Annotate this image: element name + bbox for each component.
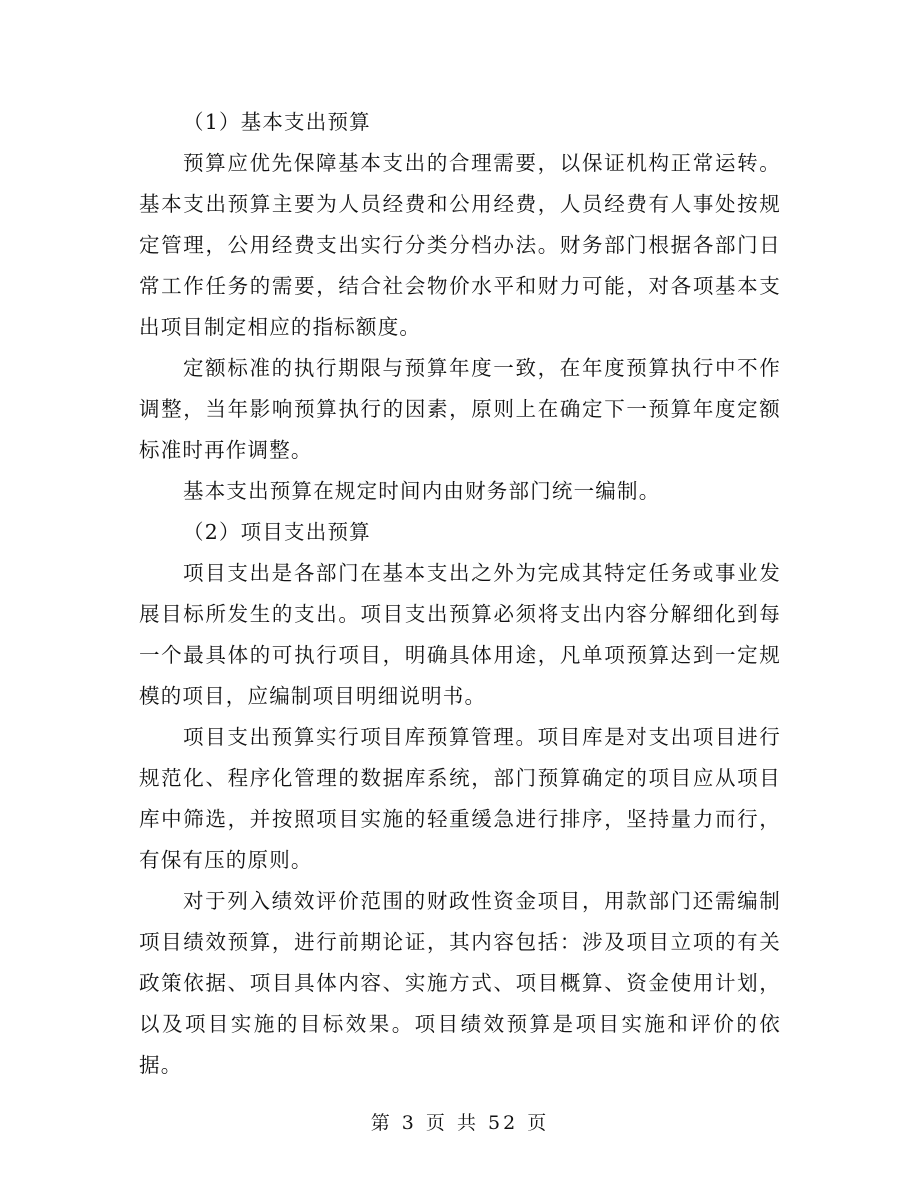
paragraph-performance-budget: 对于列入绩效评价范围的财政性资金项目，用款部门还需编制项目绩效预算，进行前期论证，其内容包括：涉及项目立项的有关政策依据、项目具体内容、实施方式、项目概算、资金使用计划，以及项目实施的目标效果。项目绩效预算是项目实施和评价的依据。 xyxy=(139,889,781,1077)
paragraph-basic-compilation: 基本支出预算在规定时间内由财务部门统一编制。 xyxy=(183,479,661,503)
paragraph-project-library: 项目支出预算实行项目库预算管理。项目库是对支出项目进行规范化、程序化管理的数据库系统，部门预算确定的项目应从项目库中筛选，并按照项目实施的轻重缓急进行排序，坚持量力而行，有保有压的原则。 xyxy=(139,725,781,872)
paragraph-quota-standard: 定额标准的执行期限与预算年度一致，在年度预算执行中不作调整，当年影响预算执行的因素，原则上在确定下一预算年度定额标准时再作调整。 xyxy=(139,356,781,462)
paragraph-basic-priority: 预算应优先保障基本支出的合理需要，以保证机构正常运转。基本支出预算主要为人员经费和公用经费，人员经费有人事处按规定管理，公用经费支出实行分类分档办法。财务部门根据各部门日常工作任务的需要，结合社会物价水平和财力可能，对各项基本支出项目制定相应的指标额度。 xyxy=(139,151,781,339)
section-heading-project-expenditure: （2）项目支出预算 xyxy=(183,520,371,544)
paragraph-project-definition: 项目支出是各部门在基本支出之外为完成其特定任务或事业发展目标所发生的支出。项目支出预算必须将支出内容分解细化到每一个最具体的可执行项目，明确具体用途，凡单项预算达到一定规模的项目，应编制项目明细说明书。 xyxy=(139,561,781,708)
document-body xyxy=(139,102,781,1086)
page-number-footer: 第 3 页 共 52 页 xyxy=(370,1112,550,1134)
section-heading-basic-expenditure: （1）基本支出预算 xyxy=(183,110,371,134)
